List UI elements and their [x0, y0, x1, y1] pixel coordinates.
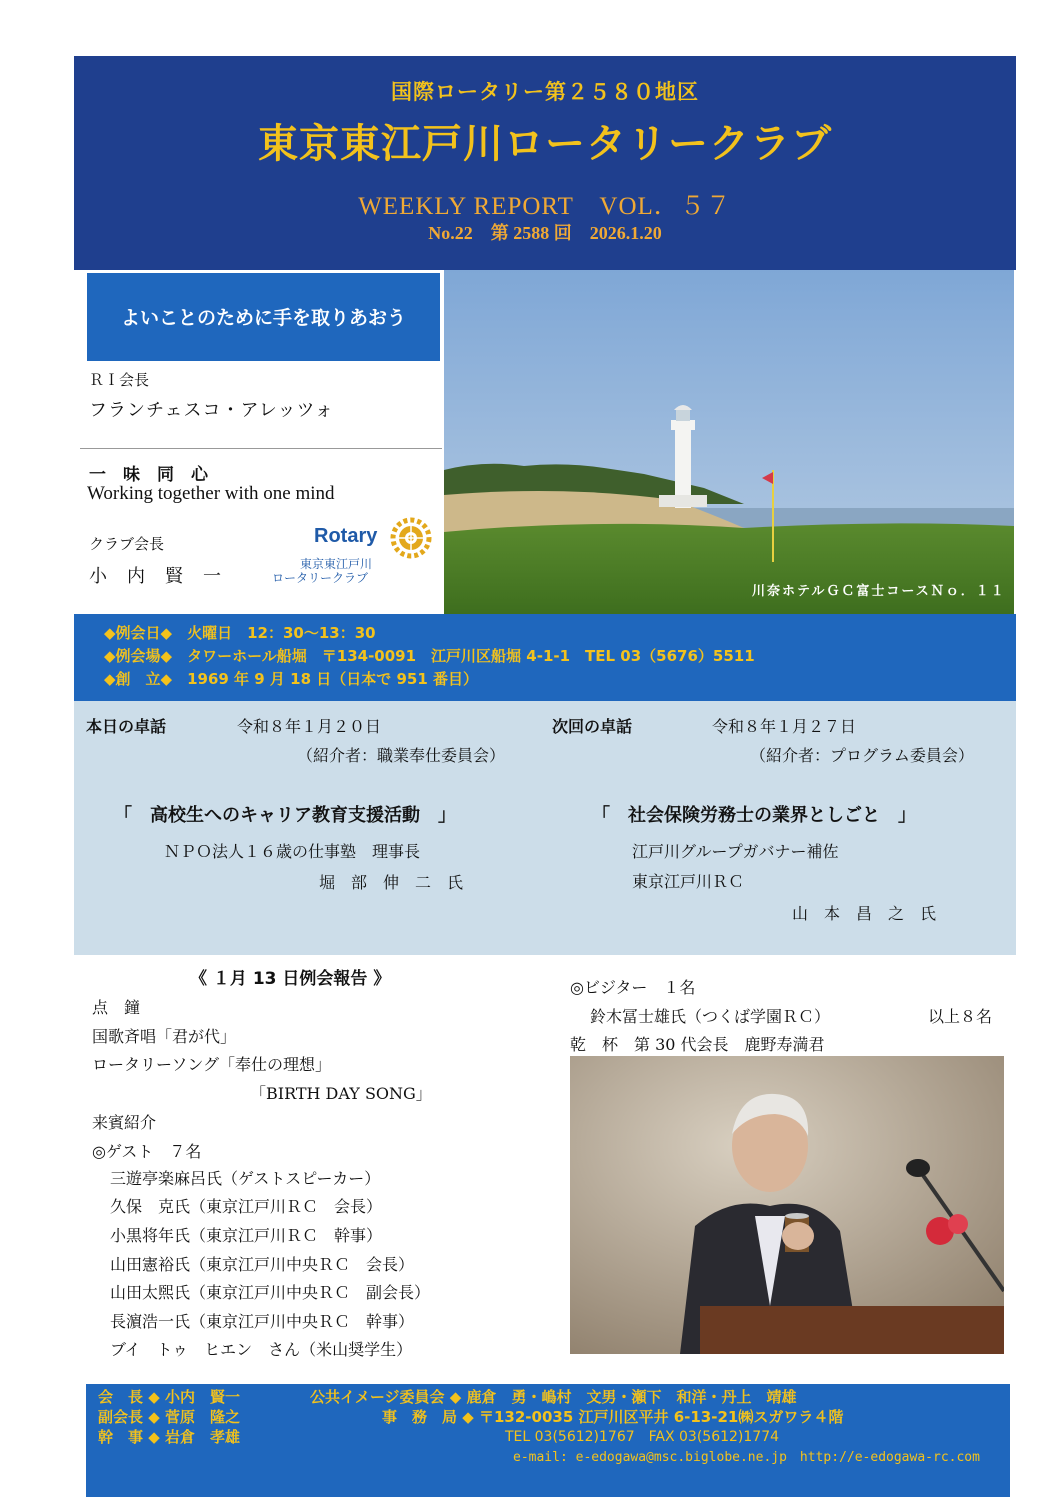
guest-item: 久保 克氏（東京江戸川ＲＣ 会長）: [110, 1197, 383, 1216]
next-talk-date: 令和８年１月２７日: [712, 717, 857, 736]
report-line: 点 鐘: [92, 998, 141, 1017]
club-name: 東京東江戸川ロータリークラブ: [258, 121, 832, 167]
toast-line: 乾 杯 第 30 代会長 鹿野寿満君: [570, 1035, 825, 1054]
next-speaker-affiliation: 江戸川グループガバナー補佐: [632, 842, 839, 861]
next-speaker-name: 山 本 昌 之 氏: [792, 904, 937, 923]
golf-course-photo: [444, 270, 1014, 614]
footer-vice-president: 副会長 ◆ 菅原 隆之: [98, 1408, 240, 1426]
next-talk-introducer: （紹介者：プログラム委員会）: [750, 746, 974, 765]
report-title: 《 １月 13 日例会報告 》: [190, 969, 391, 989]
rotary-logo: [270, 517, 440, 587]
rotary-wheel-icon: [390, 517, 432, 559]
meeting-venue: ◆例会場◆ タワーホール船堀 〒134-0091 江戸川区船堀 4-1-1 TEL 03（5676）5511: [104, 647, 755, 665]
guest-item: 山田憲裕氏（東京江戸川中央ＲＣ 会長）: [110, 1255, 415, 1274]
newsletter-header: [74, 56, 1016, 270]
visitor-heading: ◎ビジター １名: [570, 978, 696, 997]
footer-president: 会 長 ◆ 小内 賢一: [98, 1388, 240, 1406]
next-talk-heading: 次回の卓話: [552, 717, 633, 736]
report-line: ロータリーソング「奉仕の理想」: [92, 1055, 332, 1074]
district-name: 国際ロータリー第２５８０地区: [391, 80, 699, 104]
today-talk-heading: 本日の卓話: [86, 717, 167, 736]
ri-theme-text: よいことのために手を取りあおう: [120, 307, 406, 329]
footer: [86, 1384, 1010, 1497]
guest-item: 長濵浩一氏（東京江戸川中央ＲＣ 幹事）: [110, 1312, 415, 1331]
today-speaker-affiliation: ＮＰＯ法人１６歳の仕事塾 理事長: [164, 842, 421, 861]
guest-item: 小黒将年氏（東京江戸川ＲＣ 幹事）: [110, 1226, 383, 1245]
footer-secretary: 幹 事 ◆ 岩倉 孝雄: [98, 1428, 240, 1446]
club-president-name: 小 内 賢 一: [89, 566, 222, 587]
ri-president-label: ＲＩ会長: [89, 371, 150, 389]
logo-club-line1: 東京東江戸川: [300, 557, 373, 571]
weekly-report-volume: WEEKLY REPORT VOL．５７: [358, 193, 732, 220]
guest-item: ブイ トゥ ヒエン さん（米山奨学生）: [110, 1340, 413, 1359]
footer-office: 事 務 局 ◆ 〒132-0035 江戸川区平井 6-13-21㈱スガワラ４階: [382, 1408, 844, 1426]
today-talk-title: 「 高校生へのキャリア教育支援活動 」: [114, 805, 456, 826]
meeting-day: ◆例会日◆ 火曜日 12：30～13：30: [104, 624, 376, 642]
toast-photo: [570, 1056, 1004, 1354]
ri-theme-box: [87, 273, 440, 361]
guest-item: 三遊亭楽麻呂氏（ゲストスピーカー）: [110, 1169, 381, 1188]
club-theme-english: Working together with one mind: [87, 483, 335, 504]
ri-president-name: フランチェスコ・アレッツォ: [89, 400, 334, 421]
meeting-info-band: [74, 614, 1016, 701]
next-talk-title: 「 社会保険労務士の業界としごと 」: [592, 805, 916, 826]
visitor-item: 鈴木冨士雄氏（つくば学園ＲＣ）: [590, 1007, 831, 1026]
next-speaker-club: 東京江戸川ＲＣ: [632, 872, 745, 891]
issue-number: No.22 第 2588 回 2026.1.20: [428, 223, 662, 243]
speech-section: [74, 701, 1016, 955]
divider: [80, 448, 442, 449]
founded-date: ◆創 立◆ 1969 年 9 月 18 日（日本で 951 番目）: [104, 670, 478, 688]
report-line: 「BIRTH DAY SONG」: [250, 1084, 432, 1103]
footer-contact: e-mail: e-edogawa@msc.biglobe.ne.jp http://e-edogawa-rc.com: [513, 1450, 980, 1465]
guest-heading: ◎ゲスト ７名: [92, 1142, 202, 1161]
today-speaker-name: 堀 部 伸 二 氏: [319, 873, 464, 892]
today-talk-date: 令和８年１月２０日: [237, 717, 382, 736]
report-line: 国歌斉唱「君が代」: [92, 1027, 237, 1046]
club-president-label: クラブ会長: [89, 535, 165, 553]
footer-pr-committee: 公共イメージ委員会 ◆ 鹿倉 勇・嶋村 文男・瀬下 和洋・丹上 靖雄: [310, 1388, 797, 1406]
photo-caption: 川奈ホテルＧＣ富士コースＮｏ．１１: [752, 584, 1006, 599]
report-line: 来賓紹介: [92, 1113, 157, 1132]
guest-item: 山田太煕氏（東京江戸川中央ＲＣ 副会長）: [110, 1283, 431, 1302]
today-talk-introducer: （紹介者：職業奉仕委員会）: [297, 746, 506, 765]
rotary-wordmark: Rotary: [314, 525, 378, 547]
club-theme: 一 味 同 心: [89, 465, 208, 485]
attendance-total: 以上８名: [928, 1007, 993, 1026]
logo-club-line2: ロータリークラブ: [272, 571, 369, 585]
footer-tel-fax: TEL 03(5612)1767 FAX 03(5612)1774: [505, 1429, 780, 1445]
